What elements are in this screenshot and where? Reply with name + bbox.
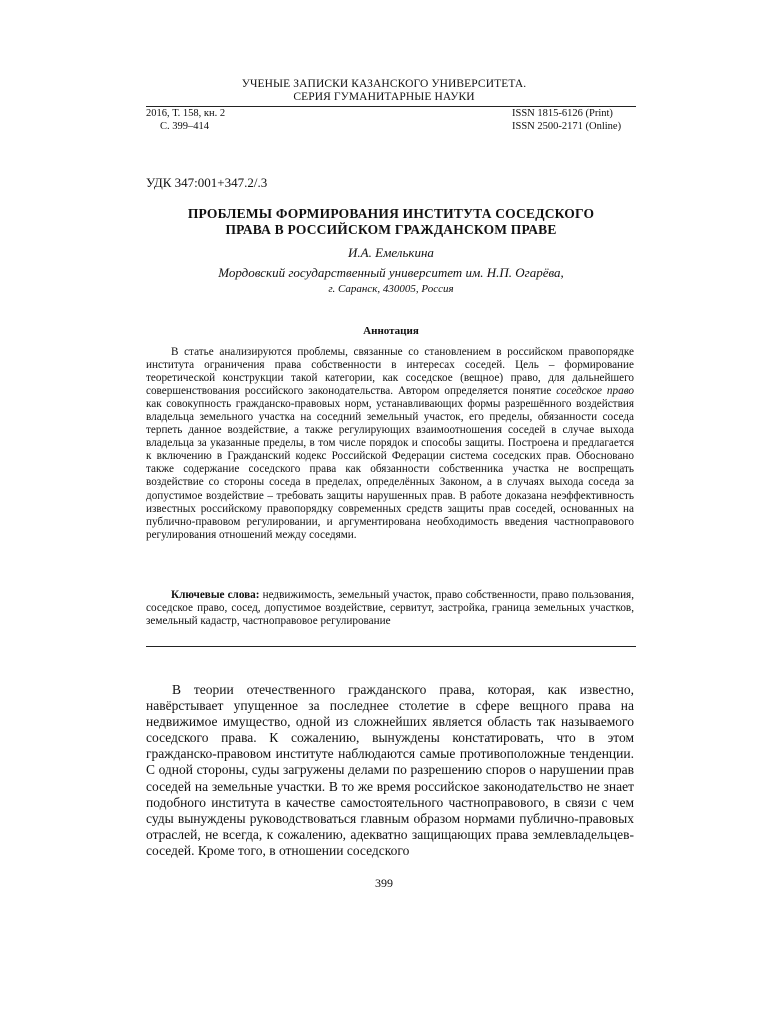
body-paragraph: В теории отечественного гражданского права, которая, как известно, навёрстывает упущенное за последнее столетие в сфере вещного права на недвижимое имущество, одной из сложнейших является область так называемого соседского права. К сожалению, вынуждены констатировать, что в этом гражданско-правовом институте наблюдаются самые противоположные тенденции. С одной стороны, суды загружены делами по разрешению споров о нарушении прав соседей на земельные участки. В то же время российское законодательство не знает подобного института в качестве самостоятельного частноправового, в связи с чем суды вынуждены руководствоваться главным образом нормами публично-правовых отраслей, не всегда, к сожалению, адекватно защищающих права землевладельцев-соседей. Кроме того, в отношении соседского [146, 682, 634, 858]
journal-header [0, 78, 768, 104]
title-line2: ПРАВА В РОССИЙСКОМ ГРАЖДАНСКОМ ПРАВЕ [225, 222, 557, 237]
issn-print: ISSN 1815-6126 (Print) [512, 108, 613, 119]
article-body [146, 682, 634, 859]
keywords [146, 589, 634, 628]
page-number: 399 [375, 876, 393, 890]
journal-title-line2: СЕРИЯ ГУМАНИТАРНЫЕ НАУКИ [293, 91, 475, 103]
keywords-text: недвижимость, земельный участок, право собственности, право пользования, соседское право, сосед, допустимое воздействие, сервитут, застройка, граница земельных участков, земельный кадастр, частноправовое регулирование [146, 589, 635, 628]
page-range: С. 399–414 [160, 120, 210, 132]
abstract-heading: Аннотация [363, 325, 419, 337]
article-title [146, 206, 636, 238]
body-separator-rule [146, 646, 636, 647]
udk-code: УДК 347:001+347.2/.3 [146, 175, 268, 190]
header-rule [146, 106, 636, 107]
title-line1: ПРОБЛЕМЫ ФОРМИРОВАНИЯ ИНСТИТУТА СОСЕДСКОГО [187, 206, 595, 221]
issue-info [146, 108, 225, 133]
abstract [146, 346, 634, 542]
year-volume: 2016, Т. 158, кн. 2 [146, 108, 226, 119]
keywords-label: Ключевые слова: [171, 589, 260, 601]
journal-title-line1: УЧЕНЫЕ ЗАПИСКИ КАЗАНСКОГО УНИВЕРСИТЕТА. [241, 78, 527, 90]
author-city: г. Саранск, 430005, Россия [328, 283, 454, 295]
author-affiliation: Мордовский государственный университет им. Н.П. Огарёва, [218, 265, 564, 280]
issn-info [512, 108, 621, 133]
abstract-text-part2: как совокупность гражданско-правовых норм, устанавливающих формы разрешённого воздействия владельца земельного участка на соседний земельный участок, его пределы, обязанности соседа терпеть данное воздействие, а также регулирующих взаимоотношения соседей в случае выхода владельца за указанные пределы, в том числе порядок и способы защиты. Построена и предлагается к включению в Гражданский кодекс Российской Федерации система соседских прав. Обосновано также содержание соседского права как обязанности собственника участка не воспрещать воздействие со стороны соседа в пределах, определённых Законом, а в случаях выхода соседа за допустимое воздействие – требовать защиты нарушенных прав. В работе доказана неэффективность известных российскому правопорядку современных средств защиты прав соседей, основанных на публично-правовом регулировании, и аргументирована необходимость введения частноправового регулирования отношений между соседями. [146, 398, 634, 541]
issn-online: ISSN 2500-2171 (Online) [512, 120, 622, 132]
author-name: И.А. Емелькина [348, 245, 434, 260]
abstract-text-part1: В статье анализируются проблемы, связанные со становлением в российском правопорядке института ограничения права собственности в интересах соседей. Цель – формирование теоретической конструкции такой категории, как соседское (вещное) право, для дальнейшего совершенствования российского законодательства. Автором определяется понятие [146, 346, 634, 398]
abstract-term: соседское право [556, 385, 635, 398]
